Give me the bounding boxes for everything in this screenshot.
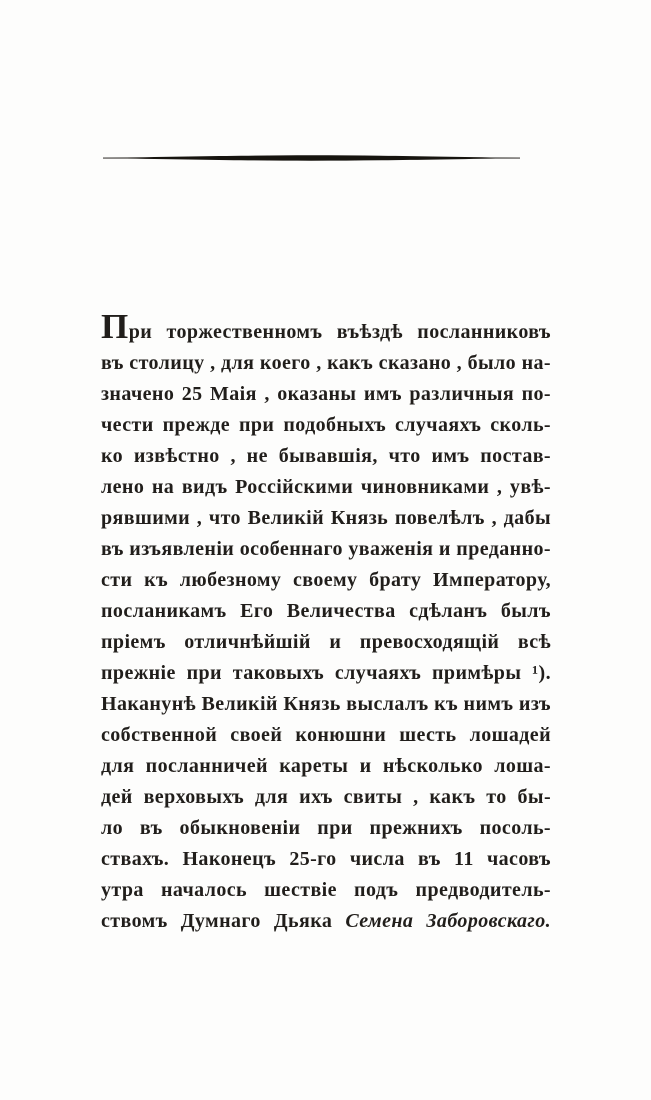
body-text (101, 307, 552, 937)
text-line: дей верховыхъ для ихъ свиты , какъ то бы- (101, 786, 551, 808)
text-line: Наканунѣ Великій Князь выслалъ къ нимъ изъ (101, 693, 551, 715)
text-line: лено на видъ Россійскими чиновниками , увѣ- (101, 476, 551, 498)
text-line: посланикамъ Его Величества сдѣланъ былъ (101, 600, 551, 622)
text-line: для посланничей кареты и нѣсколько лоша- (101, 755, 551, 777)
person-name-italic: Семена Заборовскаго. (345, 910, 552, 932)
text-line: утра началось шествіе подъ предводитель- (101, 879, 551, 901)
text-line: рявшими , что Великій Князь повелѣлъ , дабы (101, 507, 551, 529)
text-line-first-rest: ри торжественномъ въѣздѣ посланниковъ (128, 321, 551, 343)
tapered-rule-divider (103, 152, 520, 164)
text-line: ло въ обыкновеніи при прежнихъ посоль- (101, 817, 551, 839)
text-line: собственной своей конюшни шесть лошадей (101, 724, 551, 746)
text-line: ствахъ. Наконецъ 25-го числа въ 11 часовъ (101, 848, 551, 870)
text-line-first (101, 307, 551, 348)
text-line-last-roman: ствомъ Думнаго Дьяка (101, 910, 333, 932)
text-line: пріемъ отличнѣйшій и превосходящій всѣ (101, 631, 551, 653)
text-line: ко извѣстно , не бывавшія, что имъ постав- (101, 445, 551, 467)
text-line: въ изъявленіи особеннаго уваженія и преданно- (101, 538, 551, 560)
text-line-footnote-ref: прежніе при таковыхъ случаяхъ примѣры ¹). (101, 662, 551, 684)
text-line-last (101, 906, 551, 937)
text-line: сти къ любезному своему брату Императору, (101, 569, 551, 591)
text-line: въ столицу , для коего , какъ сказано , было на- (101, 352, 551, 374)
text-line: чести прежде при подобныхъ случаяхъ сколь- (101, 414, 551, 436)
text-line: значено 25 Маія , оказаны имъ различныя по- (101, 383, 551, 405)
initial-capital: П (101, 307, 129, 346)
